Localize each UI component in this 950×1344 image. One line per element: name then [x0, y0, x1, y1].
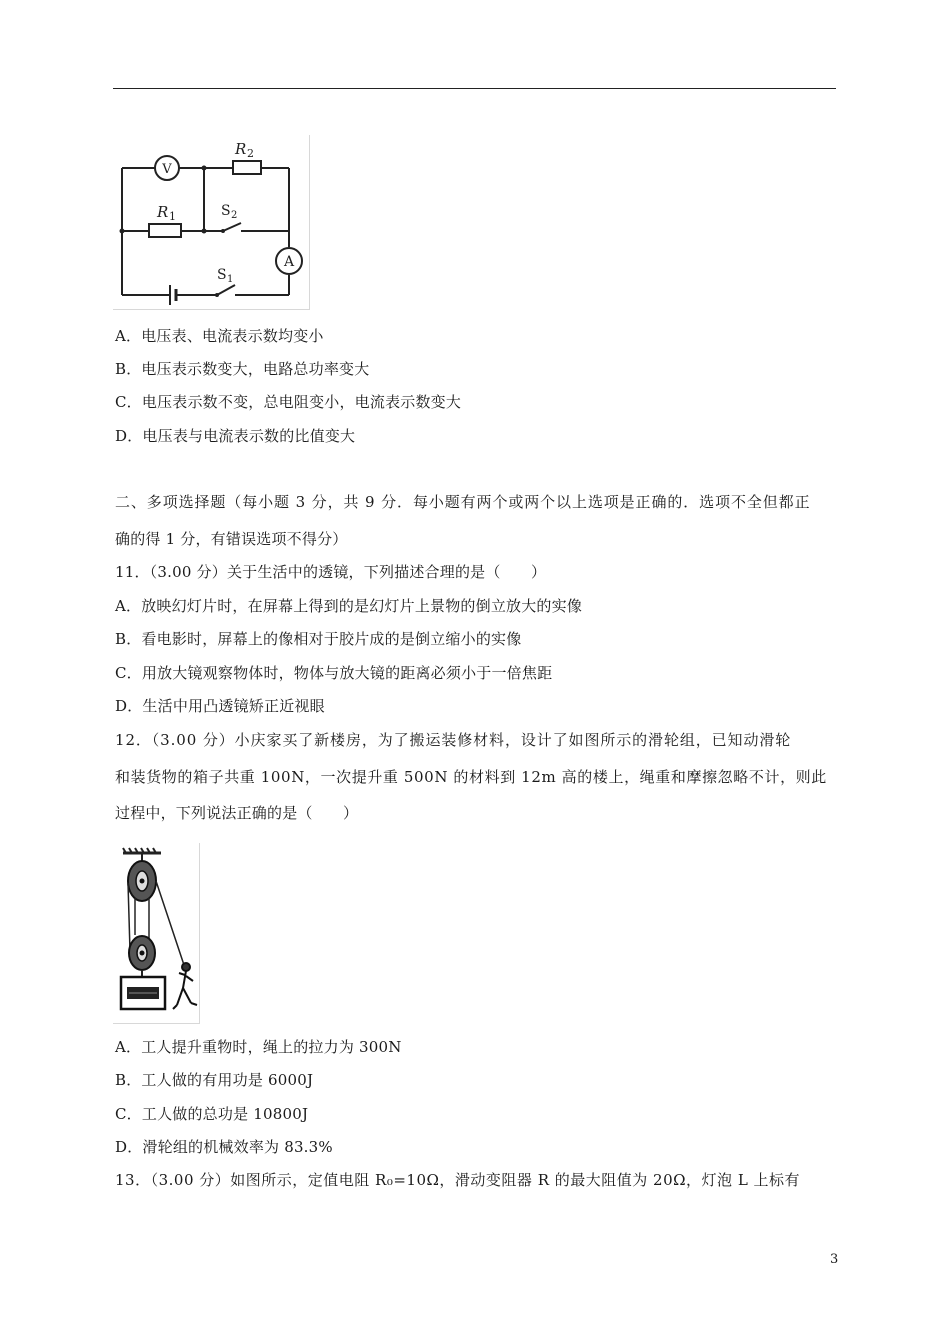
pulley-diagram — [113, 843, 200, 1024]
circuit-diagram — [113, 135, 310, 310]
voltmeter-icon — [155, 156, 179, 180]
q11-option-a: A．放映幻灯片时，在屏幕上得到的是幻灯片上景物的倒立放大的实像 — [115, 597, 583, 615]
resistor-r1 — [149, 203, 181, 237]
r1-subscript: 1 — [169, 210, 176, 223]
q10-option-d: D．电压表与电流表示数的比值变大 — [115, 427, 356, 445]
q13-stem-line1: 13．（3.00 分）如图所示，定值电阻 R₀=10Ω，滑动变阻器 R 的最大阻值为 20Ω，灯泡 L 上标有 — [115, 1171, 801, 1189]
q12-option-b: B．工人做的有用功是 6000J — [115, 1071, 314, 1089]
r1-label: R — [157, 203, 169, 221]
q12-option-d: D．滑轮组的机械效率为 83.3% — [115, 1138, 333, 1156]
q10-option-a: A．电压表、电流表示数均变小 — [115, 327, 324, 345]
fixed-pulley-icon — [128, 861, 156, 901]
section2-heading-line2: 确的得 1 分，有错误选项不得分） — [115, 530, 348, 548]
page-number: 3 — [830, 1252, 839, 1267]
q12-option-c: C．工人做的总功是 10800J — [115, 1105, 309, 1123]
ammeter-icon — [276, 248, 302, 274]
q12-stem-line3: 过程中，下列说法正确的是（ ） — [115, 804, 359, 822]
worker-icon — [173, 963, 197, 1009]
q12-stem-line1: 12．（3.00 分）小庆家买了新楼房，为了搬运装修材料，设计了如图所示的滑轮组，已知动滑轮 — [115, 731, 792, 749]
section2-heading-line1: 二、多项选择题（每小题 3 分，共 9 分．每小题有两个或两个以上选项是正确的．选项不全但都正 — [115, 493, 811, 511]
q11-option-b: B．看电影时，屏幕上的像相对于胶片成的是倒立缩小的实像 — [115, 630, 522, 648]
voltmeter-label: V — [162, 162, 172, 177]
header-rule — [113, 88, 836, 89]
s2-subscript: 2 — [231, 210, 238, 221]
q12-option-a: A．工人提升重物时，绳上的拉力为 300N — [115, 1038, 402, 1056]
movable-pulley-icon — [129, 936, 155, 977]
s1-subscript: 1 — [227, 274, 234, 285]
resistor-r2 — [233, 140, 261, 174]
r2-subscript: 2 — [247, 147, 254, 160]
q11-stem: 11．（3.00 分）关于生活中的透镜，下列描述合理的是（ ） — [115, 563, 547, 581]
r2-label: R — [235, 140, 247, 158]
battery-icon — [170, 285, 176, 305]
q11-option-d: D．生活中用凸透镜矫正近视眼 — [115, 697, 325, 715]
cargo-box-icon — [121, 977, 165, 1009]
s2-label: S — [221, 203, 231, 219]
q10-option-b: B．电压表示数变大，电路总功率变大 — [115, 360, 370, 378]
s1-label: S — [217, 267, 227, 283]
ammeter-label: A — [283, 254, 295, 270]
q12-stem-line2: 和装货物的箱子共重 100N，一次提升重 500N 的材料到 12m 高的楼上，绳重和摩擦忽略不计，则此 — [115, 768, 827, 786]
q11-option-c: C．用放大镜观察物体时，物体与放大镜的距离必须小于一倍焦距 — [115, 664, 553, 682]
q10-option-c: C．电压表示数不变，总电阻变小，电流表示数变大 — [115, 393, 462, 411]
